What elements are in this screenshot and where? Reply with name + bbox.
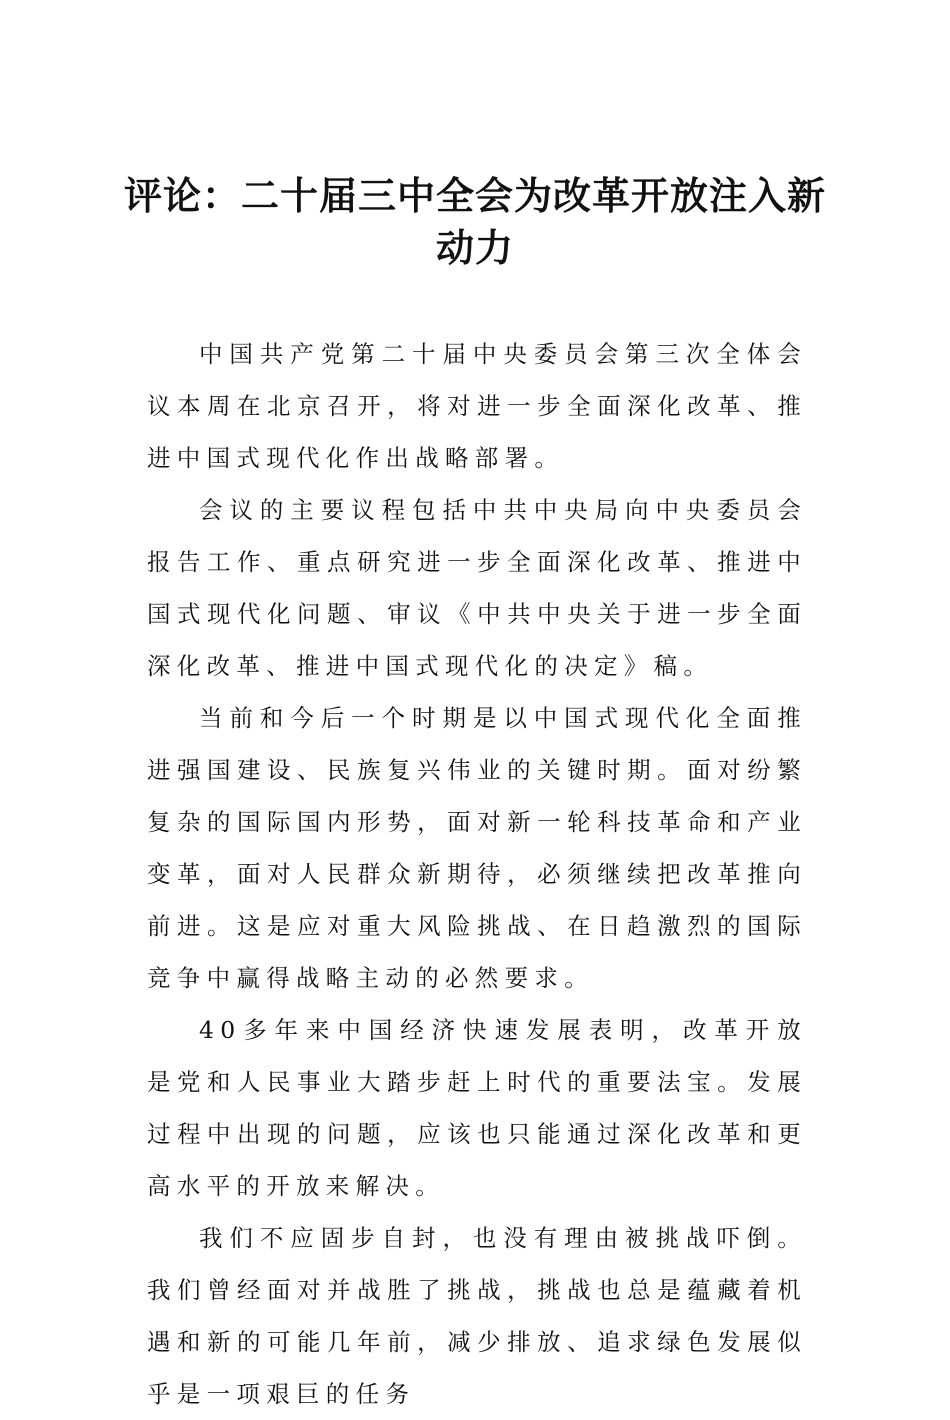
paragraph-5: 我们不应固步自封，也没有理由被挑战吓倒。我们曾经面对并战胜了挑战，挑战也总是蕴藏着机遇和新的可能几年前，减少排放、追求绿色发展似乎是一项艰巨的任务 (147, 1224, 807, 1408)
paragraph-2: 会议的主要议程包括中共中央局向中央委员会报告工作、重点研究进一步全面深化改革、推进中国式现代化问题、审议《中共中央关于进一步全面深化改革、推进中国式现代化的决定》稿。 (147, 496, 807, 680)
paragraph-3: 当前和今后一个时期是以中国式现代化全面推进强国建设、民族复兴伟业的关键时期。面对纷繁复杂的国际国内形势，面对新一轮科技革命和产业变革，面对人民群众新期待，必须继续把改革推向前进。这是应对重大风险挑战、在日趋激烈的国际竞争中赢得战略主动的必然要求。 (147, 704, 807, 992)
document-title: 评论：二十届三中全会为改革开放注入新动力 (123, 173, 826, 270)
paragraph-4: 40多年来中国经济快速发展表明，改革开放是党和人民事业大踏步赶上时代的重要法宝。发展过程中出现的问题，应该也只能通过深化改革和更高水平的开放来解决。 (147, 1016, 807, 1200)
paragraph-1: 中国共产党第二十届中央委员会第三次全体会议本周在北京召开，将对进一步全面深化改革、推进中国式现代化作出战略部署。 (147, 340, 807, 472)
document-body (147, 328, 807, 1420)
